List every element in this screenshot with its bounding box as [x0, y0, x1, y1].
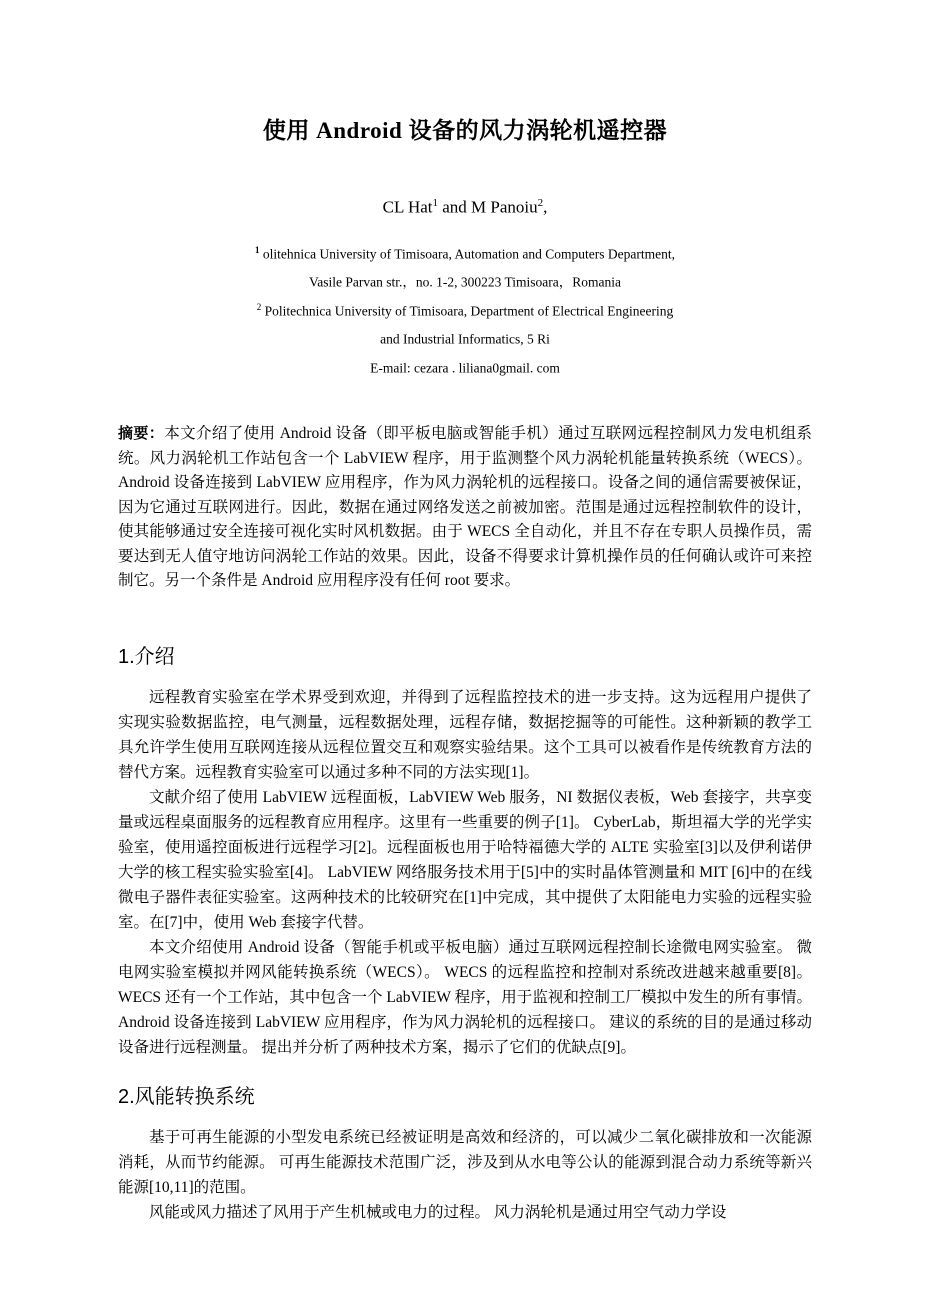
section-2-heading: 2.风能转换系统 — [118, 1085, 255, 1108]
authors-trailing-comma: , — [543, 197, 548, 217]
author-1: CL Hat — [382, 197, 433, 217]
email-line — [118, 352, 812, 381]
abstract-text: 本文介绍了使用 Android 设备（即平板电脑或智能手机）通过互联网远程控制风力发电机组系统。风力涡轮机工作站包含一个 LabVIEW 程序，用于监测整个风力涡轮机能量转换系统（WECS）。 Android 设备连接到 LabVIEW 应用程序，作为风力涡轮机的远程接口。设备之间的通信需要被保证，因为它通过互联网进行。因此，数据在通过网络发送之前被加密。范围是通过远程控制软件的设计，使其能够通过安全连接可视化实时风机数据。由于 WECS 全自动化，并且不存在专职人员操作员，需要达到无人值守地访问涡轮工作站的效果。因此，设备不得要求计算机操作员的任何确认或许可来控制它。另一个条件是 Android 应用程序没有任何 root 要求。 — [118, 425, 812, 590]
affiliation-mark: 2 — [256, 301, 262, 312]
section-1-paragraph-2: 文献介绍了使用 LabVIEW 远程面板，LabVIEW Web 服务，NI 数据仪表板，Web 套接字，共享变量或远程桌面服务的远程教育应用程序。这里有一些重要的例子[1]。 CyberLab，斯坦福大学的光学实验室，使用遥控面板进行远程学习[2]。远程面板也用于哈特福德大学的 ALTE 实验室[3]以及伊利诺伊大学的核工程实验实验室[4]。 LabVIEW 网络服务技术用于[5]中的实时晶体管测量和 MIT [6]中的在线微电子器件表征实验室。这两种技术的比较研究在[1]中完成，其中提供了太阳能电力实验的远程实验室。在[7]中，使用 Web 套接字代替。 — [118, 788, 812, 931]
affiliation-text: and Industrial Informatics, 5 Ri — [380, 331, 550, 347]
section-1-paragraph-3: 本文介绍使用 Android 设备（智能手机或平板电脑）通过互联网远程控制长途微电网实验室。 微电网实验室模拟并网风能转换系统（WECS）。 WECS 的远程监控和控制对系统改进越来越重要[8]。 WECS 还有一个工作站，其中包含一个 LabVIEW 程序，用于监视和控制工厂模拟中发生的所有事情。 Android 设备连接到 LabVIEW 应用程序，作为风力涡轮机的远程接口。 建议的系统的目的是通过移动设备进行远程测量。 提出并分析了两种技术方案，揭示了它们的优缺点[9]。 — [118, 938, 812, 1056]
email-text: E-mail: cezara . liliana0gmail. com — [370, 360, 560, 376]
affiliation-line — [118, 323, 812, 352]
affiliation-mark: 1 — [255, 244, 260, 255]
affiliations-block — [118, 238, 812, 381]
author-2-affiliation-mark: 2 — [537, 197, 544, 209]
author-2: and M Panoiu — [438, 197, 538, 217]
section-1-heading: 1.介绍 — [118, 645, 175, 668]
affiliation-text: Vasile Parvan str.，no. 1-2, 300223 Timisoara，Romania — [309, 274, 621, 290]
author-1-affiliation-mark: 1 — [432, 197, 438, 209]
affiliation-text: olitehnica University of Timisoara, Automation and Computers Department, — [259, 246, 675, 262]
affiliation-text: Politechnica University of Timisoara, Department of Electrical Engineering — [261, 303, 674, 319]
affiliation-line — [118, 295, 812, 324]
authors-line — [118, 197, 812, 218]
abstract — [118, 422, 812, 594]
section-2-paragraph-2: 风能或风力描述了风用于产生机械或电力的过程。 风力涡轮机是通过用空气动力学设 — [149, 1203, 727, 1221]
section-1-paragraph-1: 远程教育实验室在学术界受到欢迎，并得到了远程监控技术的进一步支持。这为远程用户提供了实现实验数据监控，电气测量，远程数据处理，远程存储，数据挖掘等的可能性。这种新颖的教学工具允许学生使用互联网连接从远程位置交互和观察实验结果。这个工具可以被看作是传统教育方法的替代方案。远程教育实验室可以通过多种不同的方法实现[1]。 — [118, 688, 812, 781]
abstract-label: 摘要： — [118, 425, 165, 443]
section-2-paragraph-1: 基于可再生能源的小型发电系统已经被证明是高效和经济的，可以减少二氧化碳排放和一次能源消耗，从而节约能源。 可再生能源技术范围广泛，涉及到从水电等公认的能源到混合动力系统等新兴能源[10,11]的范围。 — [118, 1128, 812, 1196]
paper-title: 使用 Android 设备的风力涡轮机遥控器 — [262, 118, 668, 143]
affiliation-line — [118, 238, 812, 267]
affiliation-line — [118, 266, 812, 295]
